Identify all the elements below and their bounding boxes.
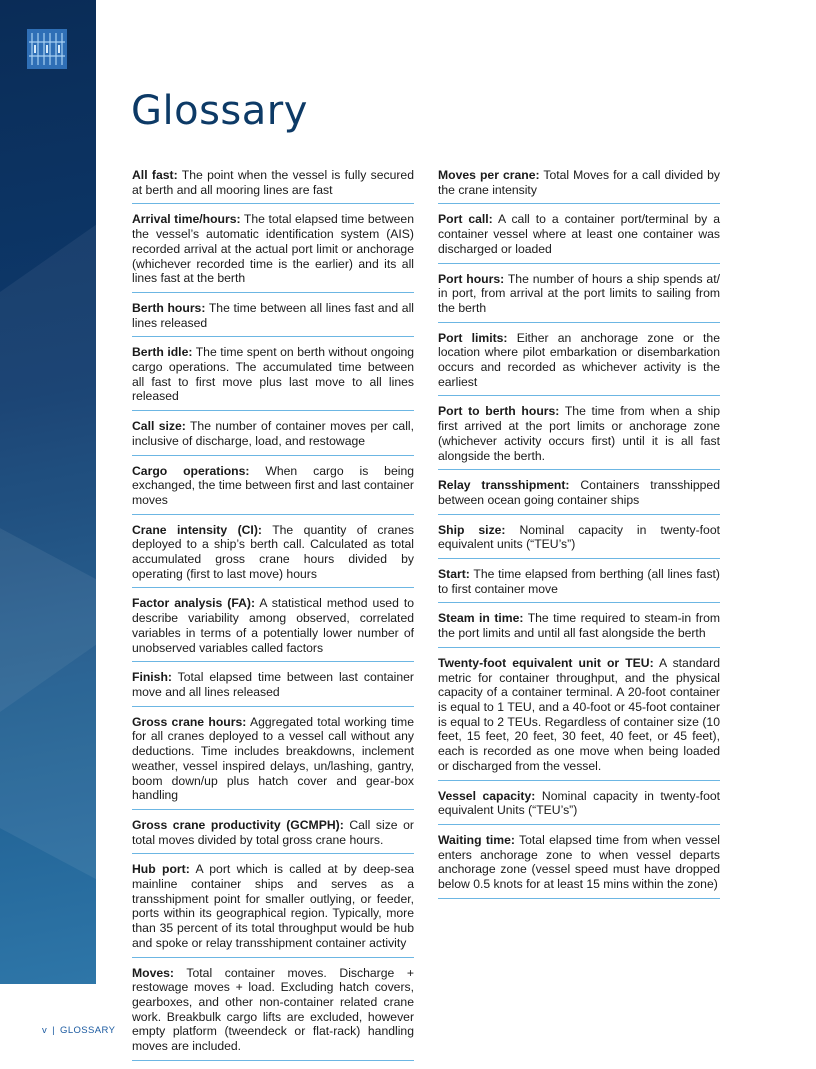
glossary-definition: The time spent on berth without ongoing cargo operations. The accumulated time between all fast to first move plus last move to all lines released (132, 345, 415, 404)
glossary-term: Finish: (132, 670, 172, 685)
glossary-term: Ship size: (438, 522, 506, 537)
glossary-term: Hub port: (132, 862, 190, 877)
glossary-definition: A standard metric for container throughput, and the physical capacity of a container terminal. A 20-foot container is equal to 1 TEU, and a 40-foot or 45-foot container is equal to 2 TEUs. Regardless of container size (10 feet, 15 feet, 20 feet, 30 feet, 40 feet, or 45 feet), each is recorded as one move when being loaded or discharged from the vessel. (438, 655, 720, 773)
glossary-entry (132, 168, 414, 204)
glossary-definition: Nominal capacity in twenty-foot equivalent Units (“TEU’s”) (438, 788, 721, 818)
glossary-entry (438, 404, 720, 470)
container-stack-icon (27, 29, 67, 69)
glossary-term: Gross crane productivity (GCMPH): (132, 817, 344, 832)
page-number: v (42, 1025, 48, 1036)
glossary-column-right (438, 168, 720, 907)
glossary-entry (438, 212, 720, 263)
glossary-entry (132, 670, 414, 706)
glossary-entry (132, 212, 414, 293)
glossary-term: Relay transshipment: (438, 478, 570, 493)
footer-separator: | (52, 1025, 56, 1036)
glossary-entry (438, 523, 720, 559)
glossary-definition: Containers transshipped between ocean going container ships (438, 478, 720, 507)
glossary-entry (132, 715, 414, 810)
glossary-term: Start: (438, 567, 470, 582)
glossary-term: Vessel capacity: (438, 788, 536, 803)
glossary-term: Port hours: (438, 271, 505, 286)
footer-section: GLOSSARY (60, 1025, 116, 1036)
glossary-entry (132, 419, 414, 455)
page-title: Glossary (131, 88, 308, 134)
glossary-entry (438, 567, 720, 603)
glossary-entry (438, 478, 720, 514)
glossary-definition: The number of container moves per call, inclusive of discharge, load, and restowage (132, 419, 414, 448)
glossary-definition: The time elapsed from berthing (all lines fast) to first container move (438, 567, 720, 596)
glossary-term: Cargo operations: (132, 463, 250, 478)
glossary-term: Port to berth hours: (438, 404, 560, 419)
glossary-entry (132, 464, 414, 515)
glossary-term: Twenty-foot equivalent unit or TEU: (438, 655, 654, 670)
glossary-term: Waiting time: (438, 832, 515, 847)
glossary-definition: The quantity of cranes deployed to a ship’s berth call. Calculated as total accumulated gross crane hours divided by operating (first to last move) hours (132, 522, 415, 581)
glossary-definition: The time required to steam-in from the port limits and until all fast alongside the berth (438, 611, 720, 641)
glossary-definition: The time between all lines fast and all lines released (132, 300, 415, 330)
glossary-term: Steam in time: (438, 611, 524, 626)
glossary-definition: Total elapsed time from when vessel enters anchorage zone to when vessel departs anchorage zone (vessel speed must have dropped below 0.5 knots for at least 15 mins within the zone) (438, 832, 721, 892)
glossary-entry (438, 833, 720, 899)
glossary-definition: When cargo is being exchanged, the time between first and last container moves (132, 463, 414, 507)
glossary-entry (438, 272, 720, 323)
glossary-term: Gross crane hours: (132, 714, 247, 729)
glossary-entry (132, 345, 414, 411)
glossary-definition: Total Moves for a call divided by the crane intensity (438, 168, 720, 197)
glossary-entry (438, 789, 720, 825)
glossary-definition: A call to a container port/terminal by a container vessel where at least one container was discharged or loaded (438, 212, 720, 256)
glossary-entry (438, 331, 720, 397)
glossary-term: Port call: (438, 212, 493, 227)
glossary-definition: The total elapsed time between the vessel’s automatic identification system (AIS) recorded arrival at the actual port limit or anchorage (whichever recorded time is the earlier) and its all lines fast at the berth (132, 212, 414, 286)
glossary-term: All fast: (132, 168, 178, 182)
glossary-definition: The number of hours a ship spends at/ in port, from arrival at the port limits to sailing from the berth (438, 271, 720, 315)
sidebar-decoration (0, 0, 96, 984)
glossary-term: Port limits: (438, 330, 508, 345)
glossary-definition: Total container moves. Discharge + restowage moves + load. Excluding hatch covers, gearboxes, and other non-container related crane work. Breakbulk cargo lifts are excluded, however empty platform (tweendeck or flat-rack) handling moves are included. (132, 965, 414, 1054)
glossary-entry (132, 523, 414, 589)
glossary-entry (132, 966, 414, 1061)
glossary-definition: Nominal capacity in twenty-foot equivalent units (“TEU’s”) (438, 522, 720, 552)
glossary-definition: Call size or total moves divided by total gross crane hours. (132, 817, 414, 847)
glossary-term: Berth hours: (132, 300, 206, 315)
glossary-term: Berth idle: (132, 345, 193, 360)
glossary-definition: Either an anchorage zone or the location where pilot embarkation or disembarkation occurs and recorded as whichever activity is the earliest (438, 330, 720, 389)
glossary-definition: A port which is called at by deep-sea mainline container ships and serves as a transshipment point for smaller outlying, or feeder, ports within its geographical region. Typically, more than 35 percent of its total throughput would be hub and spoke or relay transshipment container activity (132, 862, 414, 950)
glossary-term: Moves per crane: (438, 168, 540, 182)
page-footer (42, 1025, 115, 1036)
glossary-definition: Total elapsed time between last container move and all lines released (132, 670, 414, 699)
glossary-term: Call size: (132, 419, 186, 434)
glossary-entry (132, 301, 414, 337)
glossary-definition: The point when the vessel is fully secured at berth and all mooring lines are fast (132, 168, 414, 197)
glossary-entry (438, 611, 720, 647)
glossary-column-left (132, 168, 414, 1069)
glossary-term: Arrival time/hours: (132, 212, 241, 227)
glossary-entry (132, 862, 414, 957)
glossary-definition: Aggregated total working time for all cranes deployed to a vessel call without any deductions. Time includes breakdowns, inclement weather, vessel inspired delays, un/lashing, gantry, boom down/up plus hatch cover and gear-box handling (132, 714, 414, 803)
glossary-entry (438, 168, 720, 204)
glossary-entry (132, 818, 414, 854)
glossary-term: Moves: (132, 965, 174, 980)
glossary-definition: The time from when a ship first arrived at the port limits or anchorage zone (whichever activity occurs first) until it is all fast alongside the berth. (438, 404, 720, 463)
glossary-definition: A statistical method used to describe variability among observed, correlated variables in terms of a potentially lower number of unobserved variables called factors (132, 596, 414, 655)
glossary-term: Crane intensity (CI): (132, 522, 262, 537)
glossary-entry (132, 596, 414, 662)
glossary-term: Factor analysis (FA): (132, 596, 256, 611)
glossary-entry (438, 656, 720, 781)
